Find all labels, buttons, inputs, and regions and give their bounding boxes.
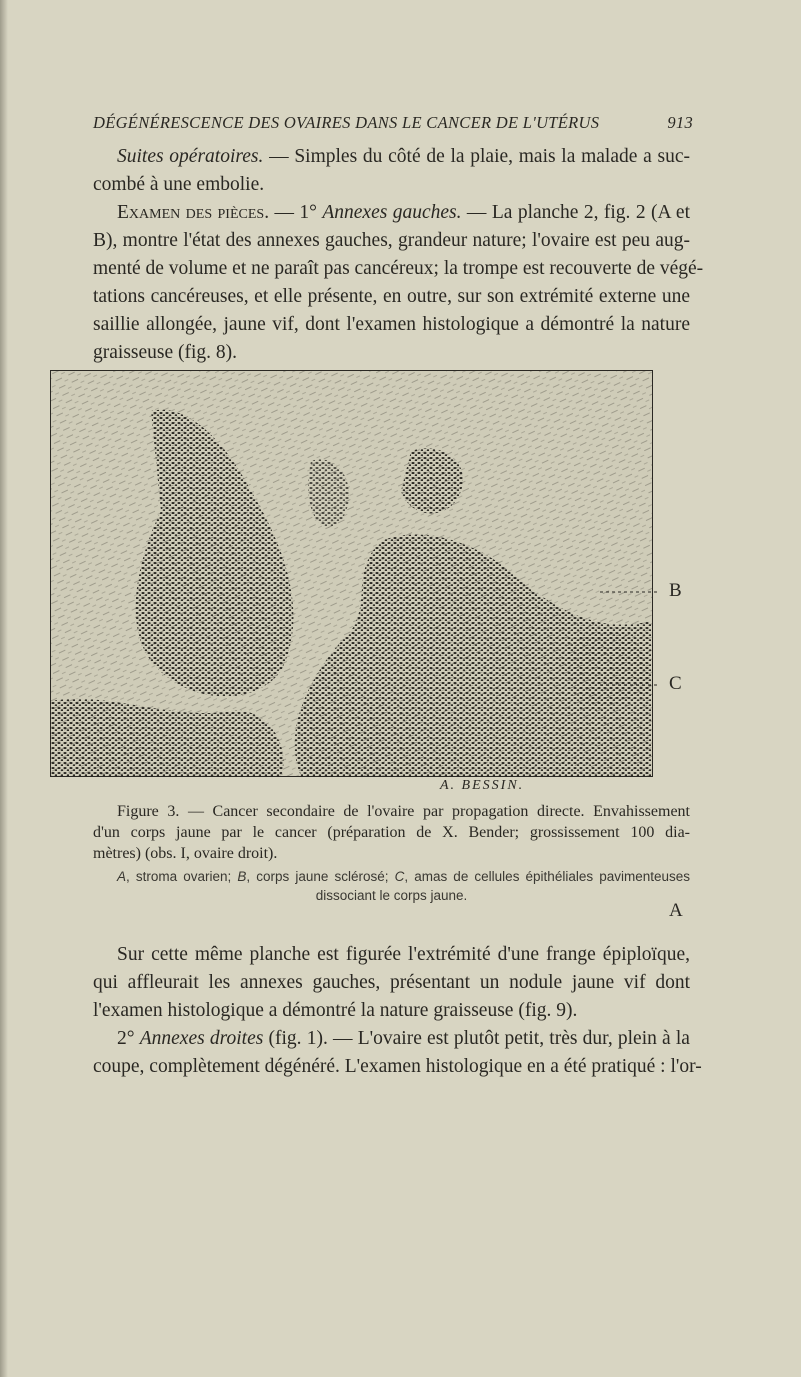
text-line: B), montre l'état des annexes gauches, grandeur nature; l'ovaire est peu aug- <box>93 230 690 251</box>
illustrator-signature: A. BESSIN. <box>440 778 525 793</box>
running-header <box>93 113 693 133</box>
text-line: tations cancéreuses, et elle présente, en outre, sur son extrémité externe une <box>93 286 690 307</box>
text: — Simples du côté de la plaie, mais la malade a suc- <box>263 146 690 167</box>
caption-line: Figure 3. — Cancer secondaire de l'ovaire par propagation directe. Envahissement <box>117 803 690 820</box>
legend-line: dissociant le corps jaune. <box>315 888 468 903</box>
caption-line: mètres) (obs. I, ovaire droit). <box>93 845 278 862</box>
text-line: qui affleurait les annexes gauches, présentant un nodule jaune vif dont <box>93 972 690 993</box>
smallcaps-heading: Examen des pièces. <box>117 202 270 223</box>
text-line <box>93 1025 690 1053</box>
legend-key-c: C <box>394 869 405 884</box>
header-title: DÉGÉNÉRESCENCE DES OVAIRES DANS LE CANCER DE L'UTÉRUS <box>93 113 600 132</box>
figure-label-b: B <box>669 580 682 601</box>
page-number: 913 <box>667 113 693 132</box>
legend-text: , stroma ovarien; <box>126 869 238 884</box>
text-line: graisseuse (fig. 8). <box>93 342 238 363</box>
italic-heading: Annexes droites <box>139 1028 264 1049</box>
legend-text: , amas de cellules épithéliales pavimenteuses <box>404 869 690 884</box>
text: (fig. 1). — L'ovaire est plutôt petit, très dur, plein à la <box>263 1028 690 1049</box>
paragraph-frange <box>93 941 702 1081</box>
text-line: menté de volume et ne paraît pas cancéreux; la trompe est recouverte de végé- <box>93 258 704 279</box>
figure-label-a: A <box>669 900 683 921</box>
figure-caption <box>93 801 690 864</box>
text-line: l'examen histologique a démontré la nature graisseuse (fig. 9). <box>93 1000 578 1021</box>
italic-heading: Annexes gauches. <box>322 202 462 223</box>
histology-figure <box>50 370 653 777</box>
text-line <box>93 143 690 171</box>
text-line: combé à une embolie. <box>93 174 265 195</box>
legend-text: , corps jaune sclérosé; <box>246 869 395 884</box>
paragraph-examen <box>93 199 704 367</box>
histology-illustration <box>51 371 652 776</box>
page-edge-shadow <box>0 0 8 1377</box>
legend-line <box>93 867 690 886</box>
text: 2° <box>117 1028 140 1049</box>
text-line: saillie allongée, jaune vif, dont l'examen histologique a démontré la nature <box>93 314 690 335</box>
paragraph-suites-operatoires <box>93 143 690 199</box>
text: — La planche 2, fig. 2 (A et <box>461 202 690 223</box>
figure-legend <box>93 867 690 905</box>
text-line: coupe, complètement dégénéré. L'examen histologique en a été pratiqué : l'or- <box>93 1056 702 1077</box>
legend-key-a: A <box>117 869 127 884</box>
italic-heading: Suites opératoires. <box>117 146 264 167</box>
text-line <box>93 199 690 227</box>
text: — 1° <box>269 202 323 223</box>
caption-line: d'un corps jaune par le cancer (préparation de X. Bender; grossissement 100 dia- <box>93 824 690 841</box>
legend-key-b: B <box>237 869 247 884</box>
figure-label-c: C <box>669 673 682 694</box>
text-line: Sur cette même planche est figurée l'extrémité d'une frange épiploïque, <box>117 944 690 965</box>
